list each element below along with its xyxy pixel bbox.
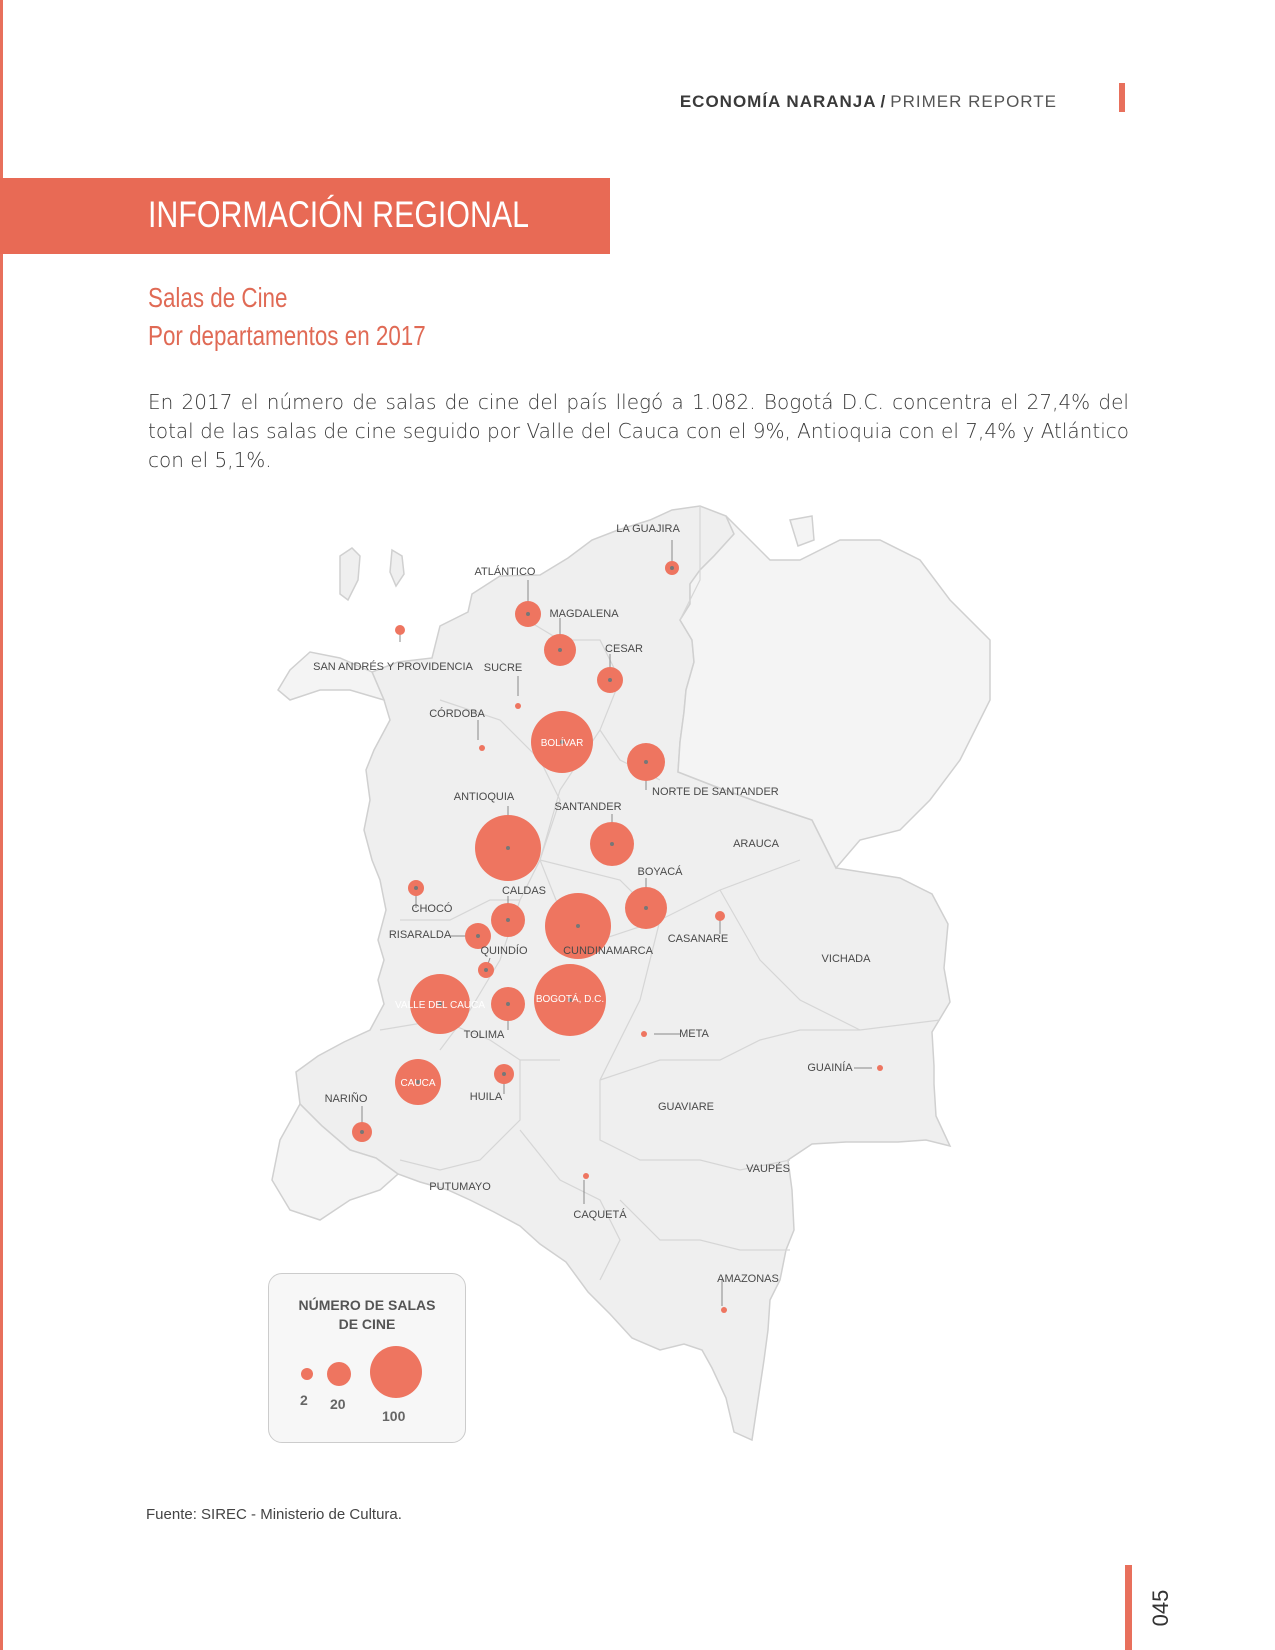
header-brand: ECONOMÍA NARANJA	[679, 92, 877, 111]
header-separator: /	[880, 92, 887, 111]
bubble-caquet-	[583, 1173, 589, 1179]
panama-land	[278, 652, 384, 700]
label-boyac-: BOYACÁ	[637, 866, 683, 878]
label-cesar: CESAR	[605, 643, 643, 655]
label-vaup-s: VAUPÉS	[746, 1163, 790, 1175]
label-caldas: CALDAS	[501, 885, 547, 897]
legend-value-small: 2	[300, 1392, 308, 1408]
label-la-guajira: LA GUAJIRA	[616, 523, 680, 535]
bubble-center-huila	[502, 1072, 506, 1076]
section-title: INFORMACIÓN REGIONAL	[148, 194, 529, 235]
bubble-sucre	[515, 703, 521, 709]
label-arauca: ARAUCA	[733, 838, 779, 850]
bubble-center-nari-o	[360, 1130, 364, 1134]
legend-value-medium: 20	[330, 1396, 346, 1412]
bubble-center-choc-	[414, 886, 418, 890]
bubble-c-rdoba	[479, 745, 485, 751]
label-santander: SANTANDER	[554, 801, 622, 813]
label-nari-o: NARIÑO	[324, 1093, 368, 1105]
island-2	[390, 550, 404, 586]
legend-bubbles	[269, 1274, 465, 1442]
bubble-casanare	[715, 911, 725, 921]
label-valle-del-cauca: VALLE DEL CAUCA	[394, 1000, 486, 1011]
bubble-center-atl-ntico	[526, 612, 530, 616]
map-subtitle-line2: Por departamentos en 2017	[148, 320, 426, 351]
bubble-center-santander	[610, 842, 614, 846]
label-guaviare: GUAVIARE	[657, 1101, 715, 1113]
map-subtitle-line1: Salas de Cine	[148, 282, 288, 313]
label-guain-a: GUAINÍA	[807, 1062, 853, 1074]
bubble-center-magdalena	[558, 648, 562, 652]
legend-value-large: 100	[382, 1408, 406, 1424]
label-meta: META	[679, 1028, 709, 1040]
label-magdalena: MAGDALENA	[549, 608, 619, 620]
bubble-center-caldas	[506, 918, 510, 922]
label-risaralda: RISARALDA	[388, 929, 452, 941]
label-putumayo: PUTUMAYO	[429, 1181, 491, 1193]
label-sucre: SUCRE	[483, 662, 523, 674]
bubble-center-cesar	[608, 678, 612, 682]
legend-bubble-small	[301, 1368, 313, 1380]
bubble-center-quind-o	[484, 968, 488, 972]
bubble-san-andr-s-y-providencia	[395, 625, 405, 635]
label-vichada: VICHADA	[821, 953, 871, 965]
label-cauca: CAUCA	[400, 1078, 436, 1089]
bubble-center-antioquia	[506, 846, 510, 850]
label-bogot-d-c-: BOGOTÁ, D.C.	[535, 994, 605, 1005]
label-san-andr-s-y-providencia: SAN ANDRÉS Y PROVIDENCIA	[313, 661, 473, 673]
source-note: Fuente: SIREC - Ministerio de Cultura.	[146, 1506, 402, 1523]
label-norte-de-santander: NORTE DE SANTANDER	[652, 786, 779, 798]
label-c-rdoba: CÓRDOBA	[429, 708, 485, 720]
header-report: PRIMER REPORTE	[890, 92, 1057, 111]
bubble-center-la-guajira	[670, 566, 674, 570]
label-caquet-: CAQUETÁ	[573, 1209, 627, 1221]
page-accent-mark	[1125, 1565, 1132, 1650]
bubble-meta	[641, 1031, 647, 1037]
label-bol-var: BOLÍVAR	[540, 738, 584, 749]
bubble-center-cundinamarca	[576, 924, 580, 928]
bubble-center-norte-de-santander	[644, 760, 648, 764]
legend-bubble-medium	[327, 1362, 351, 1386]
page-number: 045	[1148, 1589, 1173, 1626]
label-quind-o: QUINDÍO	[480, 945, 528, 957]
bubble-center-boyac-	[644, 906, 648, 910]
legend-title: NÚMERO DE SALAS DE CINE	[298, 1297, 436, 1332]
label-casanare: CASANARE	[667, 933, 729, 945]
island-1	[340, 548, 360, 600]
map-legend	[268, 1273, 466, 1443]
bubble-guain-a	[877, 1065, 883, 1071]
legend-bubble-large	[370, 1346, 422, 1398]
label-choc-: CHOCÓ	[411, 903, 453, 915]
label-cundinamarca: CUNDINAMARCA	[563, 945, 653, 957]
bubble-amazonas	[721, 1307, 727, 1313]
label-antioquia: ANTIOQUIA	[453, 791, 515, 803]
label-tolima: TOLIMA	[463, 1029, 505, 1041]
bubble-center-risaralda	[476, 934, 480, 938]
label-huila: HUILA	[469, 1091, 503, 1103]
label-atl-ntico: ATLÁNTICO	[474, 566, 536, 578]
island-3	[790, 516, 814, 546]
bubble-center-tolima	[506, 1002, 510, 1006]
label-amazonas: AMAZONAS	[717, 1273, 779, 1285]
intro-paragraph: En 2017 el número de salas de cine del país llegó a 1.082. Bogotá D.C. concentra el 27,4% del total de las salas de cine seguido por Valle del Cauca con el 9%, Antioquia con el 7,4% y Atlántico con el 5,1%.	[148, 390, 1129, 472]
